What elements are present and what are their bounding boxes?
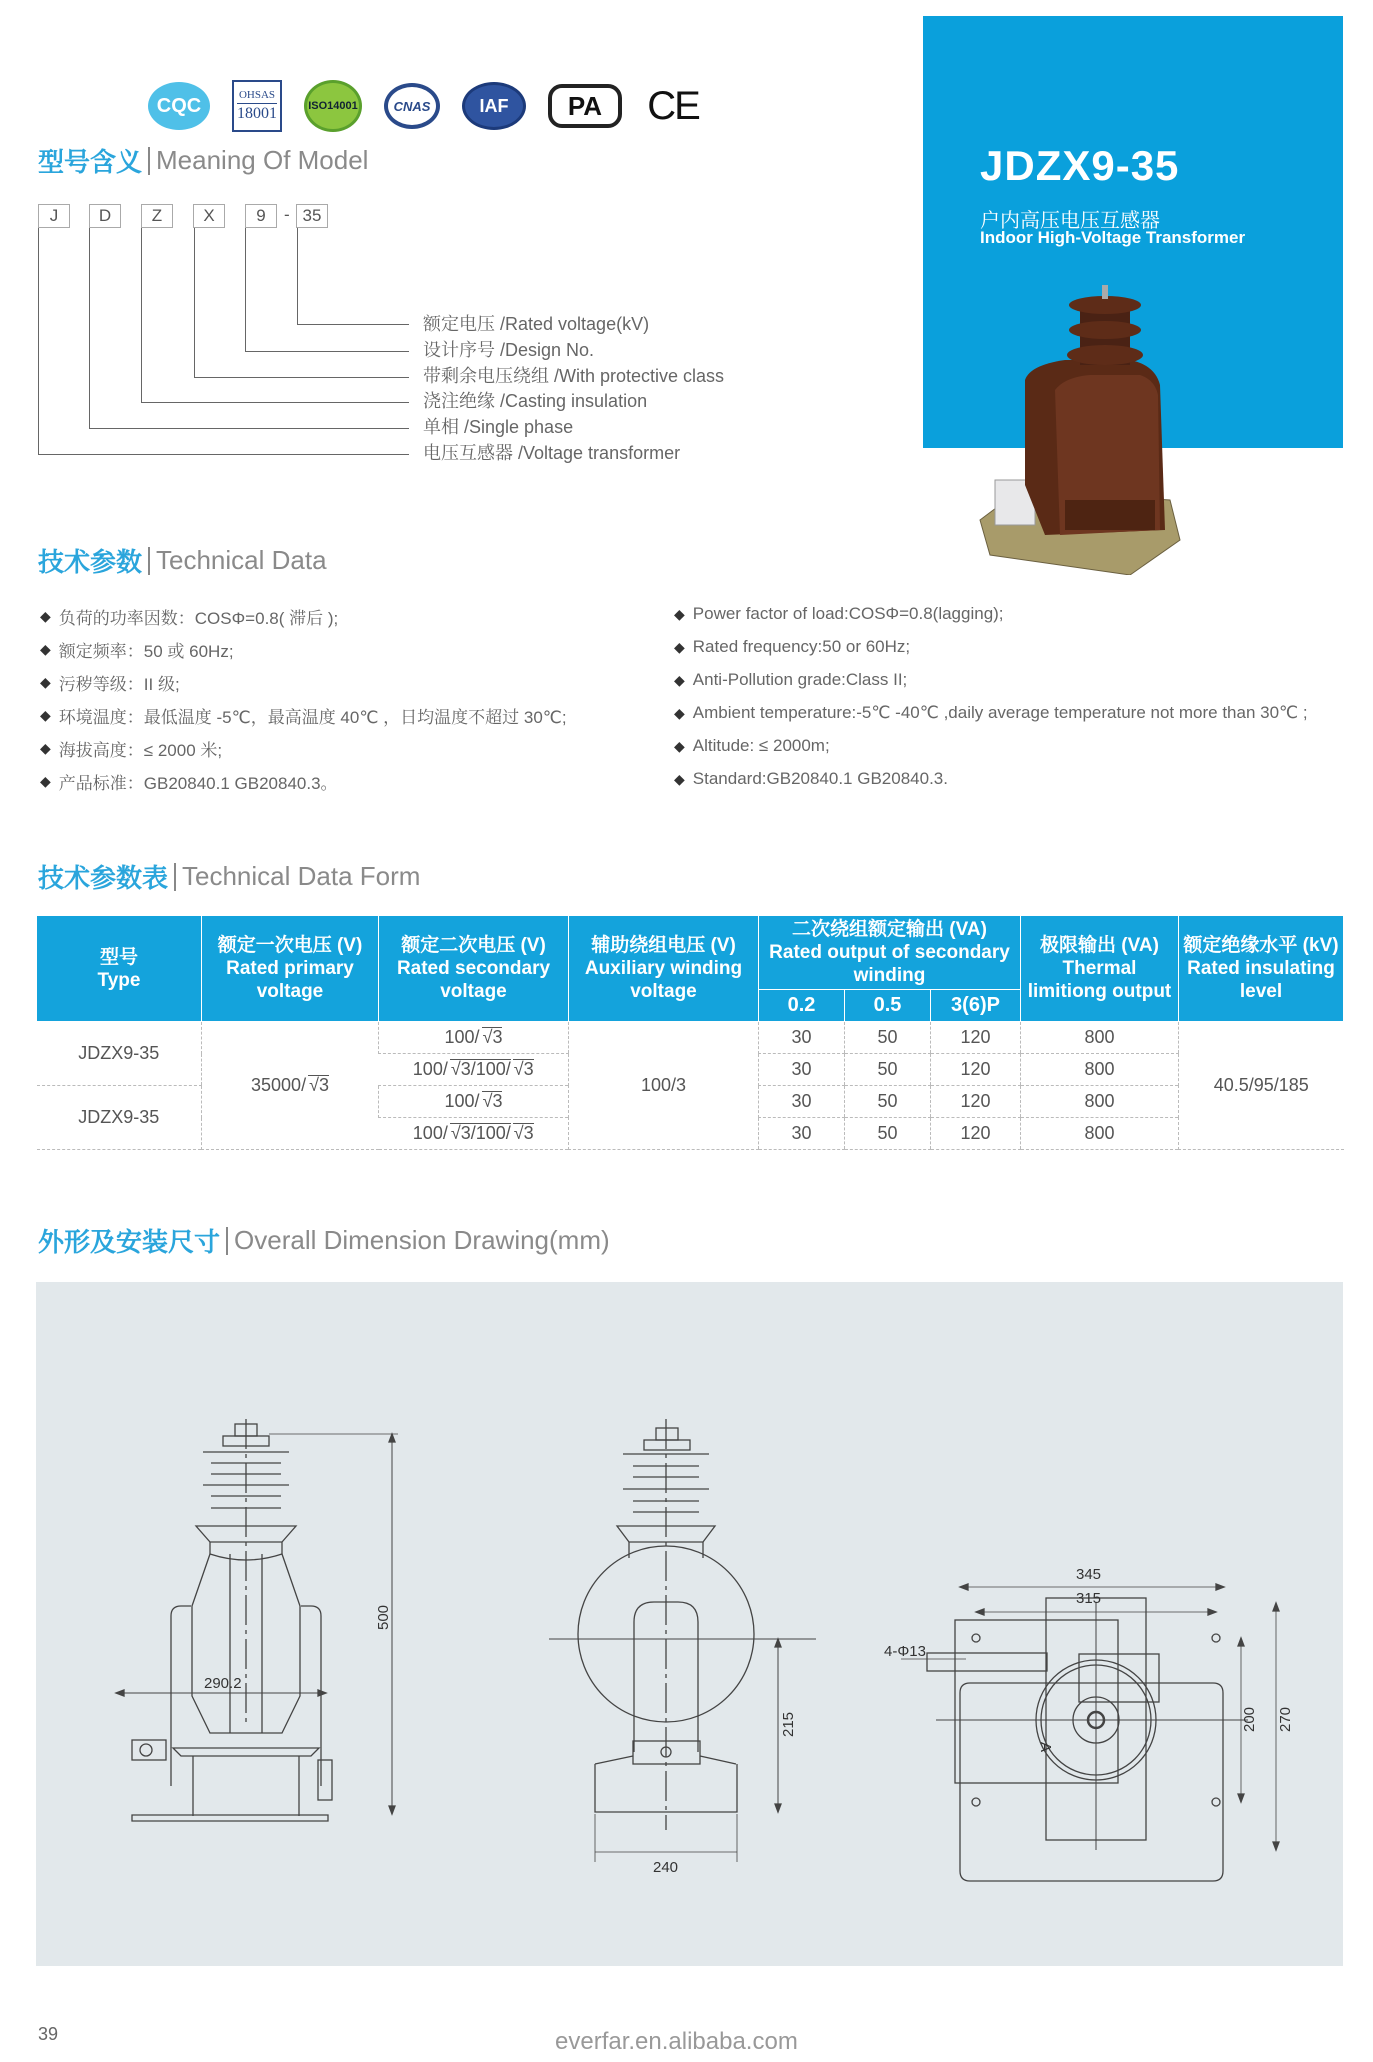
list-item: ◆ 污秽等级：II 级; bbox=[40, 674, 180, 694]
code-design-no: 9 bbox=[245, 204, 277, 228]
cell-output-3p: 120 bbox=[931, 1054, 1021, 1086]
side-view-drawing bbox=[549, 1419, 816, 1876]
header-output-0.5: 0.5 bbox=[845, 990, 931, 1022]
technical-data-table bbox=[36, 916, 1343, 1150]
header-primary-voltage: 额定一次电压 (V) Rated primary voltage bbox=[202, 916, 379, 1022]
list-item: ◆ 产品标准：GB20840.1 GB20840.3。 bbox=[40, 773, 338, 793]
svg-text:240: 240 bbox=[653, 1859, 679, 1876]
section-heading-meaning-of-model bbox=[38, 142, 368, 179]
cell-secondary-voltage: 100/ √3/100/ √3 bbox=[379, 1054, 569, 1086]
top-view-drawing bbox=[884, 1566, 1294, 1881]
diamond-bullet-icon: ◆ bbox=[40, 773, 51, 789]
code-letter-d: D bbox=[89, 204, 121, 228]
sqrt-icon: √3 bbox=[309, 1075, 329, 1095]
list-item: ◆ Anti-Pollution grade:Class II; bbox=[674, 670, 908, 689]
svg-text:500: 500 bbox=[375, 1604, 392, 1630]
heading-cn: 外形及安装尺寸 bbox=[38, 1227, 221, 1257]
heading-cn: 型号含义 bbox=[38, 147, 143, 177]
label-protective-class: 带剩余电压绕组 /With protective class bbox=[423, 366, 725, 386]
heading-en: Technical Data Form bbox=[182, 861, 421, 891]
diamond-bullet-icon: ◆ bbox=[674, 605, 685, 622]
cell-type: JDZX9-35 bbox=[37, 1022, 202, 1086]
list-item: ◆ 额定频率：50 或 60Hz; bbox=[40, 641, 234, 661]
label-design-no: 设计序号 /Design No. bbox=[423, 340, 595, 360]
code-voltage: 35 bbox=[296, 204, 328, 228]
cell-output-3p: 120 bbox=[931, 1118, 1021, 1150]
cell-output-0.2: 30 bbox=[759, 1022, 845, 1054]
cell-output-3p: 120 bbox=[931, 1022, 1021, 1054]
list-item: ◆ 海拔高度：≤ 2000 米; bbox=[40, 740, 223, 760]
header-type: 型号 Type bbox=[37, 916, 202, 1022]
product-title-en: Indoor High-Voltage Transformer bbox=[980, 228, 1246, 247]
certification-logos bbox=[148, 80, 702, 132]
cell-output-3p: 120 bbox=[931, 1086, 1021, 1118]
cell-secondary-voltage: 100/ √3/100/ √3 bbox=[379, 1118, 569, 1150]
cell-secondary-voltage: 100/ √3 bbox=[379, 1086, 569, 1118]
list-item: ◆ 负荷的功率因数：COSΦ=0.8( 滞后 ); bbox=[40, 608, 339, 628]
cell-thermal: 800 bbox=[1021, 1118, 1179, 1150]
heading-en: Meaning Of Model bbox=[156, 145, 369, 175]
svg-text:315: 315 bbox=[1076, 1590, 1102, 1607]
code-letter-j: J bbox=[38, 204, 70, 228]
diamond-bullet-icon: ◆ bbox=[40, 674, 51, 690]
iso14001-logo-icon: ISO14001 bbox=[304, 80, 362, 132]
list-item: ◆ Altitude: ≤ 2000m; bbox=[674, 736, 830, 755]
svg-text:4-Φ13: 4-Φ13 bbox=[884, 1643, 926, 1660]
heading-cn: 技术参数表 bbox=[38, 863, 169, 893]
diamond-bullet-icon: ◆ bbox=[674, 704, 685, 721]
pa-logo-icon: PA bbox=[548, 84, 622, 128]
heading-cn: 技术参数 bbox=[38, 547, 143, 577]
list-item: ◆ 环境温度：最低温度 -5℃，最高温度 40℃ ，日均温度不超过 30℃; bbox=[40, 707, 567, 727]
heading-en: Technical Data bbox=[156, 545, 327, 575]
front-view-drawing bbox=[116, 1419, 398, 1821]
cell-thermal: 800 bbox=[1021, 1086, 1179, 1118]
product-model-title: JDZX9-35 bbox=[980, 142, 1180, 189]
cqc-logo-icon: CQC bbox=[148, 82, 210, 130]
diamond-bullet-icon: ◆ bbox=[40, 740, 51, 756]
svg-text:200: 200 bbox=[1241, 1706, 1258, 1732]
product-title-cn: 户内高压电压互感器 bbox=[980, 210, 1160, 232]
cell-output-0.2: 30 bbox=[759, 1086, 845, 1118]
code-letter-z: Z bbox=[141, 204, 173, 228]
label-single-phase: 单相 /Single phase bbox=[423, 417, 574, 437]
diamond-bullet-icon: ◆ bbox=[674, 671, 685, 688]
cell-primary-voltage: 35000/ √3 bbox=[202, 1022, 379, 1150]
cell-output-0.2: 30 bbox=[759, 1054, 845, 1086]
dimension-drawing-panel bbox=[36, 1282, 1343, 1966]
table-row bbox=[37, 1022, 1344, 1054]
header-thermal-output: 极限输出 (VA) Thermal limitiong output bbox=[1021, 916, 1179, 1022]
label-casting-insulation: 浇注绝缘 /Casting insulation bbox=[423, 391, 648, 411]
cell-output-0.2: 30 bbox=[759, 1118, 845, 1150]
header-insulating-level: 额定绝缘水平 (kV) Rated insulating level bbox=[1179, 916, 1344, 1022]
section-heading-technical-data bbox=[38, 542, 327, 579]
section-heading-data-form bbox=[38, 858, 420, 895]
iaf-logo-icon: IAF bbox=[462, 82, 526, 130]
section-heading-dimension-drawing bbox=[38, 1222, 610, 1259]
cell-insulating-level: 40.5/95/185 bbox=[1179, 1022, 1344, 1150]
header-secondary-voltage: 额定二次电压 (V) Rated secondary voltage bbox=[379, 916, 569, 1022]
website-url: everfar.en.alibaba.com bbox=[555, 2028, 798, 2055]
cell-output-0.5: 50 bbox=[845, 1022, 931, 1054]
cell-thermal: 800 bbox=[1021, 1022, 1179, 1054]
cell-thermal: 800 bbox=[1021, 1054, 1179, 1086]
header-output-3p: 3(6)P bbox=[931, 990, 1021, 1022]
list-item: ◆ Ambient temperature:-5℃ -40℃ ,daily average temperature not more than 30℃ ; bbox=[674, 703, 1308, 722]
list-item: ◆ Standard:GB20840.1 GB20840.3. bbox=[674, 769, 948, 788]
svg-text:345: 345 bbox=[1076, 1566, 1102, 1583]
diamond-bullet-icon: ◆ bbox=[40, 641, 51, 657]
cnas-logo-icon: CNAS bbox=[384, 83, 440, 129]
cell-output-0.5: 50 bbox=[845, 1054, 931, 1086]
diamond-bullet-icon: ◆ bbox=[674, 638, 685, 655]
cell-output-0.5: 50 bbox=[845, 1118, 931, 1150]
code-letter-x: X bbox=[193, 204, 225, 228]
cell-type: JDZX9-35 bbox=[37, 1086, 202, 1150]
ce-logo-icon: CE bbox=[647, 83, 699, 128]
label-rated-voltage: 额定电压 /Rated voltage(kV) bbox=[423, 314, 650, 334]
list-item: ◆ Rated frequency:50 or 60Hz; bbox=[674, 637, 911, 656]
cell-output-0.5: 50 bbox=[845, 1086, 931, 1118]
cell-auxiliary-voltage: 100/3 bbox=[569, 1022, 759, 1150]
heading-en: Overall Dimension Drawing(mm) bbox=[234, 1225, 610, 1255]
svg-text:270: 270 bbox=[1277, 1706, 1294, 1732]
header-auxiliary-voltage: 辅助绕组电压 (V) Auxiliary winding voltage bbox=[569, 916, 759, 1022]
svg-text:A: A bbox=[1037, 1742, 1054, 1753]
transformer-product-image bbox=[970, 285, 1220, 575]
diamond-bullet-icon: ◆ bbox=[674, 737, 685, 754]
ohsas-logo-icon: OHSAS 18001 bbox=[232, 80, 282, 132]
diamond-bullet-icon: ◆ bbox=[40, 707, 51, 723]
header-rated-output: 二次绕组额定输出 (VA) Rated output of secondary winding bbox=[759, 916, 1021, 990]
list-item: ◆ Power factor of load:COSΦ=0.8(lagging); bbox=[674, 604, 1004, 623]
header-output-0.2: 0.2 bbox=[759, 990, 845, 1022]
svg-text:290.2: 290.2 bbox=[204, 1675, 242, 1692]
cell-secondary-voltage: 100/ √3 bbox=[379, 1022, 569, 1054]
code-separator: - bbox=[284, 205, 290, 224]
diamond-bullet-icon: ◆ bbox=[40, 608, 51, 624]
page-number: 39 bbox=[38, 2024, 59, 2044]
diamond-bullet-icon: ◆ bbox=[674, 770, 685, 787]
label-voltage-transformer: 电压互感器 /Voltage transformer bbox=[423, 443, 681, 463]
svg-text:215: 215 bbox=[780, 1711, 797, 1737]
